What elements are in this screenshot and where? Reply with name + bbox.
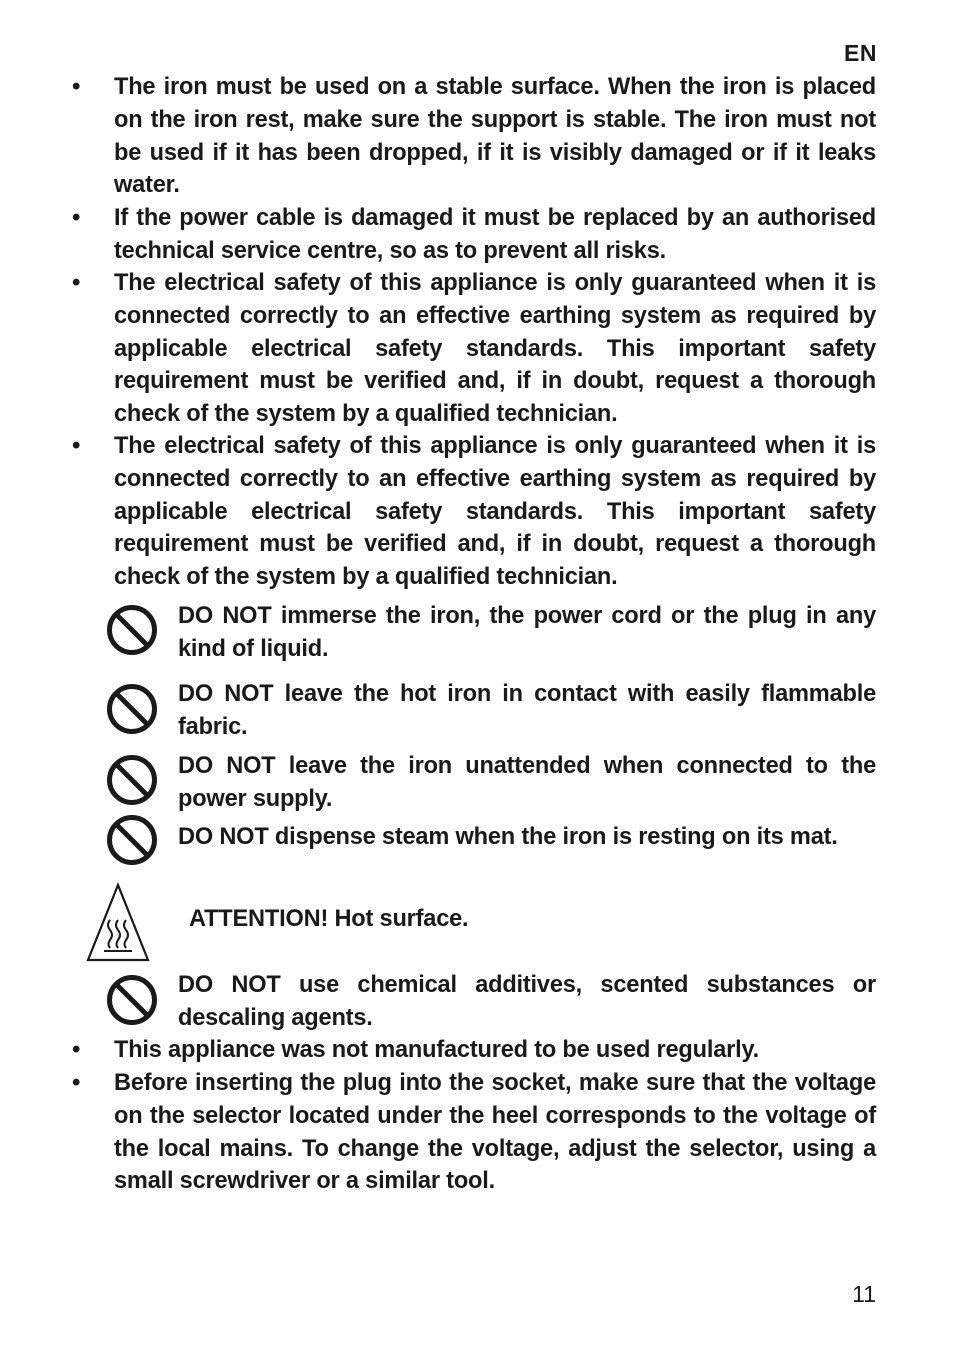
list-item	[72, 1034, 876, 1067]
page-number: 11	[852, 1281, 876, 1307]
bullet-dot: •	[72, 432, 81, 459]
bullet-text: If the power cable is damaged it must be replaced by an authorised technical service centre, so as to prevent all risks.	[114, 205, 876, 264]
hot-surface-warning	[86, 882, 876, 962]
prohibition-icon	[106, 814, 158, 866]
prohibition-item	[106, 600, 876, 666]
list-item	[72, 430, 876, 594]
hot-surface-warning-icon	[86, 882, 150, 962]
prohibition-icon	[106, 683, 158, 735]
bullet-dot: •	[72, 204, 81, 231]
list-item	[72, 71, 876, 202]
list-item	[72, 267, 876, 431]
prohibition-icon	[106, 974, 158, 1026]
prohibition-item	[106, 969, 876, 1035]
prohibition-text: DO NOT leave the hot iron in contact with easily flammable fabric.	[178, 681, 876, 740]
prohibition-text: DO NOT dispense steam when the iron is resting on its mat.	[178, 824, 838, 850]
prohibition-icon	[106, 754, 158, 806]
bullet-text: This appliance was not manufactured to be used regularly.	[114, 1037, 759, 1063]
language-label: EN	[844, 40, 877, 66]
bullet-dot: •	[72, 1069, 81, 1096]
prohibition-text: DO NOT immerse the iron, the power cord or the plug in any kind of liquid.	[178, 603, 876, 662]
bullet-text: The electrical safety of this appliance is only guaranteed when it is connected correctly to an effective earthing system as required by applicable electrical safety standards. This important safety requirement must be verified and, if in doubt, request a thorough check of the system by a qualified technician.	[114, 270, 876, 428]
prohibition-text: DO NOT use chemical additives, scented substances or descaling agents.	[178, 972, 876, 1031]
bullet-text: The electrical safety of this appliance is only guaranteed when it is connected correctly to an effective earthing system as required by applicable electrical safety standards. This important safety requirement must be verified and, if in doubt, request a thorough check of the system by a qualified technician.	[114, 433, 876, 591]
prohibition-item	[106, 678, 876, 744]
hot-surface-text: ATTENTION! Hot surface.	[189, 906, 469, 932]
prohibition-item	[106, 821, 876, 854]
prohibition-icon	[106, 604, 158, 656]
bullet-dot: •	[72, 1036, 81, 1063]
bullet-dot: •	[72, 269, 81, 296]
bullet-text: Before inserting the plug into the socket, make sure that the voltage on the selector located under the heel corresponds to the voltage of the local mains. To change the voltage, adjust the selector, using a small screwdriver or a similar tool.	[114, 1070, 876, 1195]
prohibition-text: DO NOT leave the iron unattended when connected to the power supply.	[178, 753, 876, 812]
list-item	[72, 202, 876, 268]
list-item	[72, 1067, 876, 1198]
bullet-dot: •	[72, 73, 81, 100]
bullet-text: The iron must be used on a stable surface. When the iron is placed on the iron rest, make sure the support is stable. The iron must not be used if it has been dropped, if it is visibly damaged or if it leaks water.	[114, 74, 876, 199]
prohibition-item	[106, 750, 876, 816]
